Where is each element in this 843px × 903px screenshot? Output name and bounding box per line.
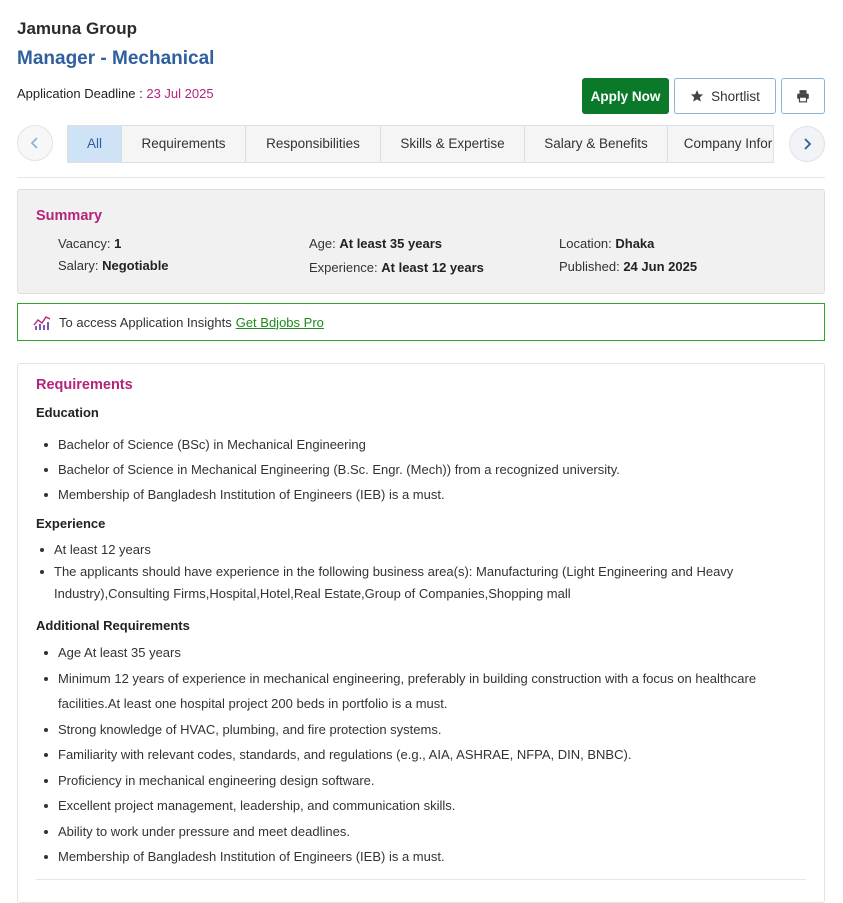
chevron-right-icon — [802, 138, 812, 150]
list-item: Bachelor of Science (BSc) in Mechanical Engineering — [58, 436, 620, 461]
apply-now-button[interactable]: Apply Now — [582, 78, 669, 114]
education-title: Education — [36, 405, 99, 420]
insights-banner — [17, 303, 825, 341]
shortlist-button[interactable] — [674, 78, 776, 114]
additional-requirements-title: Additional Requirements — [36, 618, 190, 633]
summary-panel — [17, 189, 825, 294]
insights-text: To access Application Insights — [59, 314, 232, 330]
list-item: Minimum 12 years of experience in mechanical engineering, preferably in building construction with a focus on healthcare facilities.At least one hospital project 200 beds in portfolio is a must. — [58, 666, 793, 717]
list-item: The applicants should have experience in the following business area(s): Manufacturing (Light Engineering and Heavy Industry),Consulting Firms,Hospital,Hotel,Real Estate,Group of Companies,Shopping mall — [54, 561, 784, 605]
summary-age: Age: At least 35 years — [309, 236, 442, 251]
list-item: Ability to work under pressure and meet deadlines. — [58, 819, 793, 845]
requirements-section — [17, 363, 825, 903]
list-item: At least 12 years — [54, 539, 784, 561]
tab-skills-expertise[interactable]: Skills & Expertise — [381, 126, 525, 162]
chart-icon — [33, 314, 51, 330]
list-item: Excellent project management, leadership, and communication skills. — [58, 793, 793, 819]
summary-salary: Salary: Negotiable — [58, 258, 169, 273]
tabs-prev-button[interactable] — [17, 125, 53, 161]
experience-title: Experience — [36, 516, 106, 531]
tab-salary-benefits[interactable]: Salary & Benefits — [525, 126, 668, 162]
tab-all[interactable]: All — [68, 126, 122, 162]
education-list — [58, 436, 620, 511]
tab-responsibilities[interactable]: Responsibilities — [246, 126, 381, 162]
experience-list — [54, 539, 784, 605]
summary-location: Location: Dhaka — [559, 236, 655, 251]
get-bdjobs-pro-link[interactable]: Get Bdjobs Pro — [235, 314, 324, 330]
tab-requirements[interactable]: Requirements — [122, 126, 246, 162]
additional-requirements-list — [58, 640, 793, 870]
section-tabs — [17, 125, 825, 163]
requirements-title: Requirements — [36, 377, 133, 393]
list-item: Age At least 35 years — [58, 640, 793, 666]
tab-list — [67, 125, 774, 163]
summary-vacancy: Vacancy: 1 — [58, 236, 122, 251]
tabs-next-button[interactable] — [789, 126, 825, 162]
application-deadline — [17, 86, 214, 101]
company-name: Jamuna Group — [17, 19, 137, 38]
job-title: Manager - Mechanical — [17, 48, 215, 69]
list-item: Proficiency in mechanical engineering design software. — [58, 768, 793, 794]
list-item: Membership of Bangladesh Institution of Engineers (IEB) is a must. — [58, 844, 793, 870]
chevron-left-icon — [30, 137, 40, 149]
list-item: Bachelor of Science in Mechanical Engineering (B.Sc. Engr. (Mech)) from a recognized university. — [58, 461, 620, 486]
divider — [17, 177, 825, 178]
star-icon — [690, 89, 704, 103]
shortlist-label: Shortlist — [711, 88, 760, 104]
deadline-label: Application Deadline : — [17, 86, 147, 101]
print-button[interactable] — [781, 78, 825, 114]
list-item: Membership of Bangladesh Institution of Engineers (IEB) is a must. — [58, 486, 620, 511]
summary-published: Published: 24 Jun 2025 — [559, 259, 698, 274]
print-icon — [796, 89, 810, 103]
deadline-date: 23 Jul 2025 — [146, 86, 214, 101]
summary-experience: Experience: At least 12 years — [309, 260, 484, 275]
tab-company-information[interactable]: Company Infor — [683, 136, 773, 151]
list-item: Familiarity with relevant codes, standards, and regulations (e.g., AIA, ASHRAE, NFPA, DIN, BNBC). — [58, 742, 793, 768]
list-item: Strong knowledge of HVAC, plumbing, and fire protection systems. — [58, 717, 793, 743]
summary-title: Summary — [36, 208, 103, 224]
